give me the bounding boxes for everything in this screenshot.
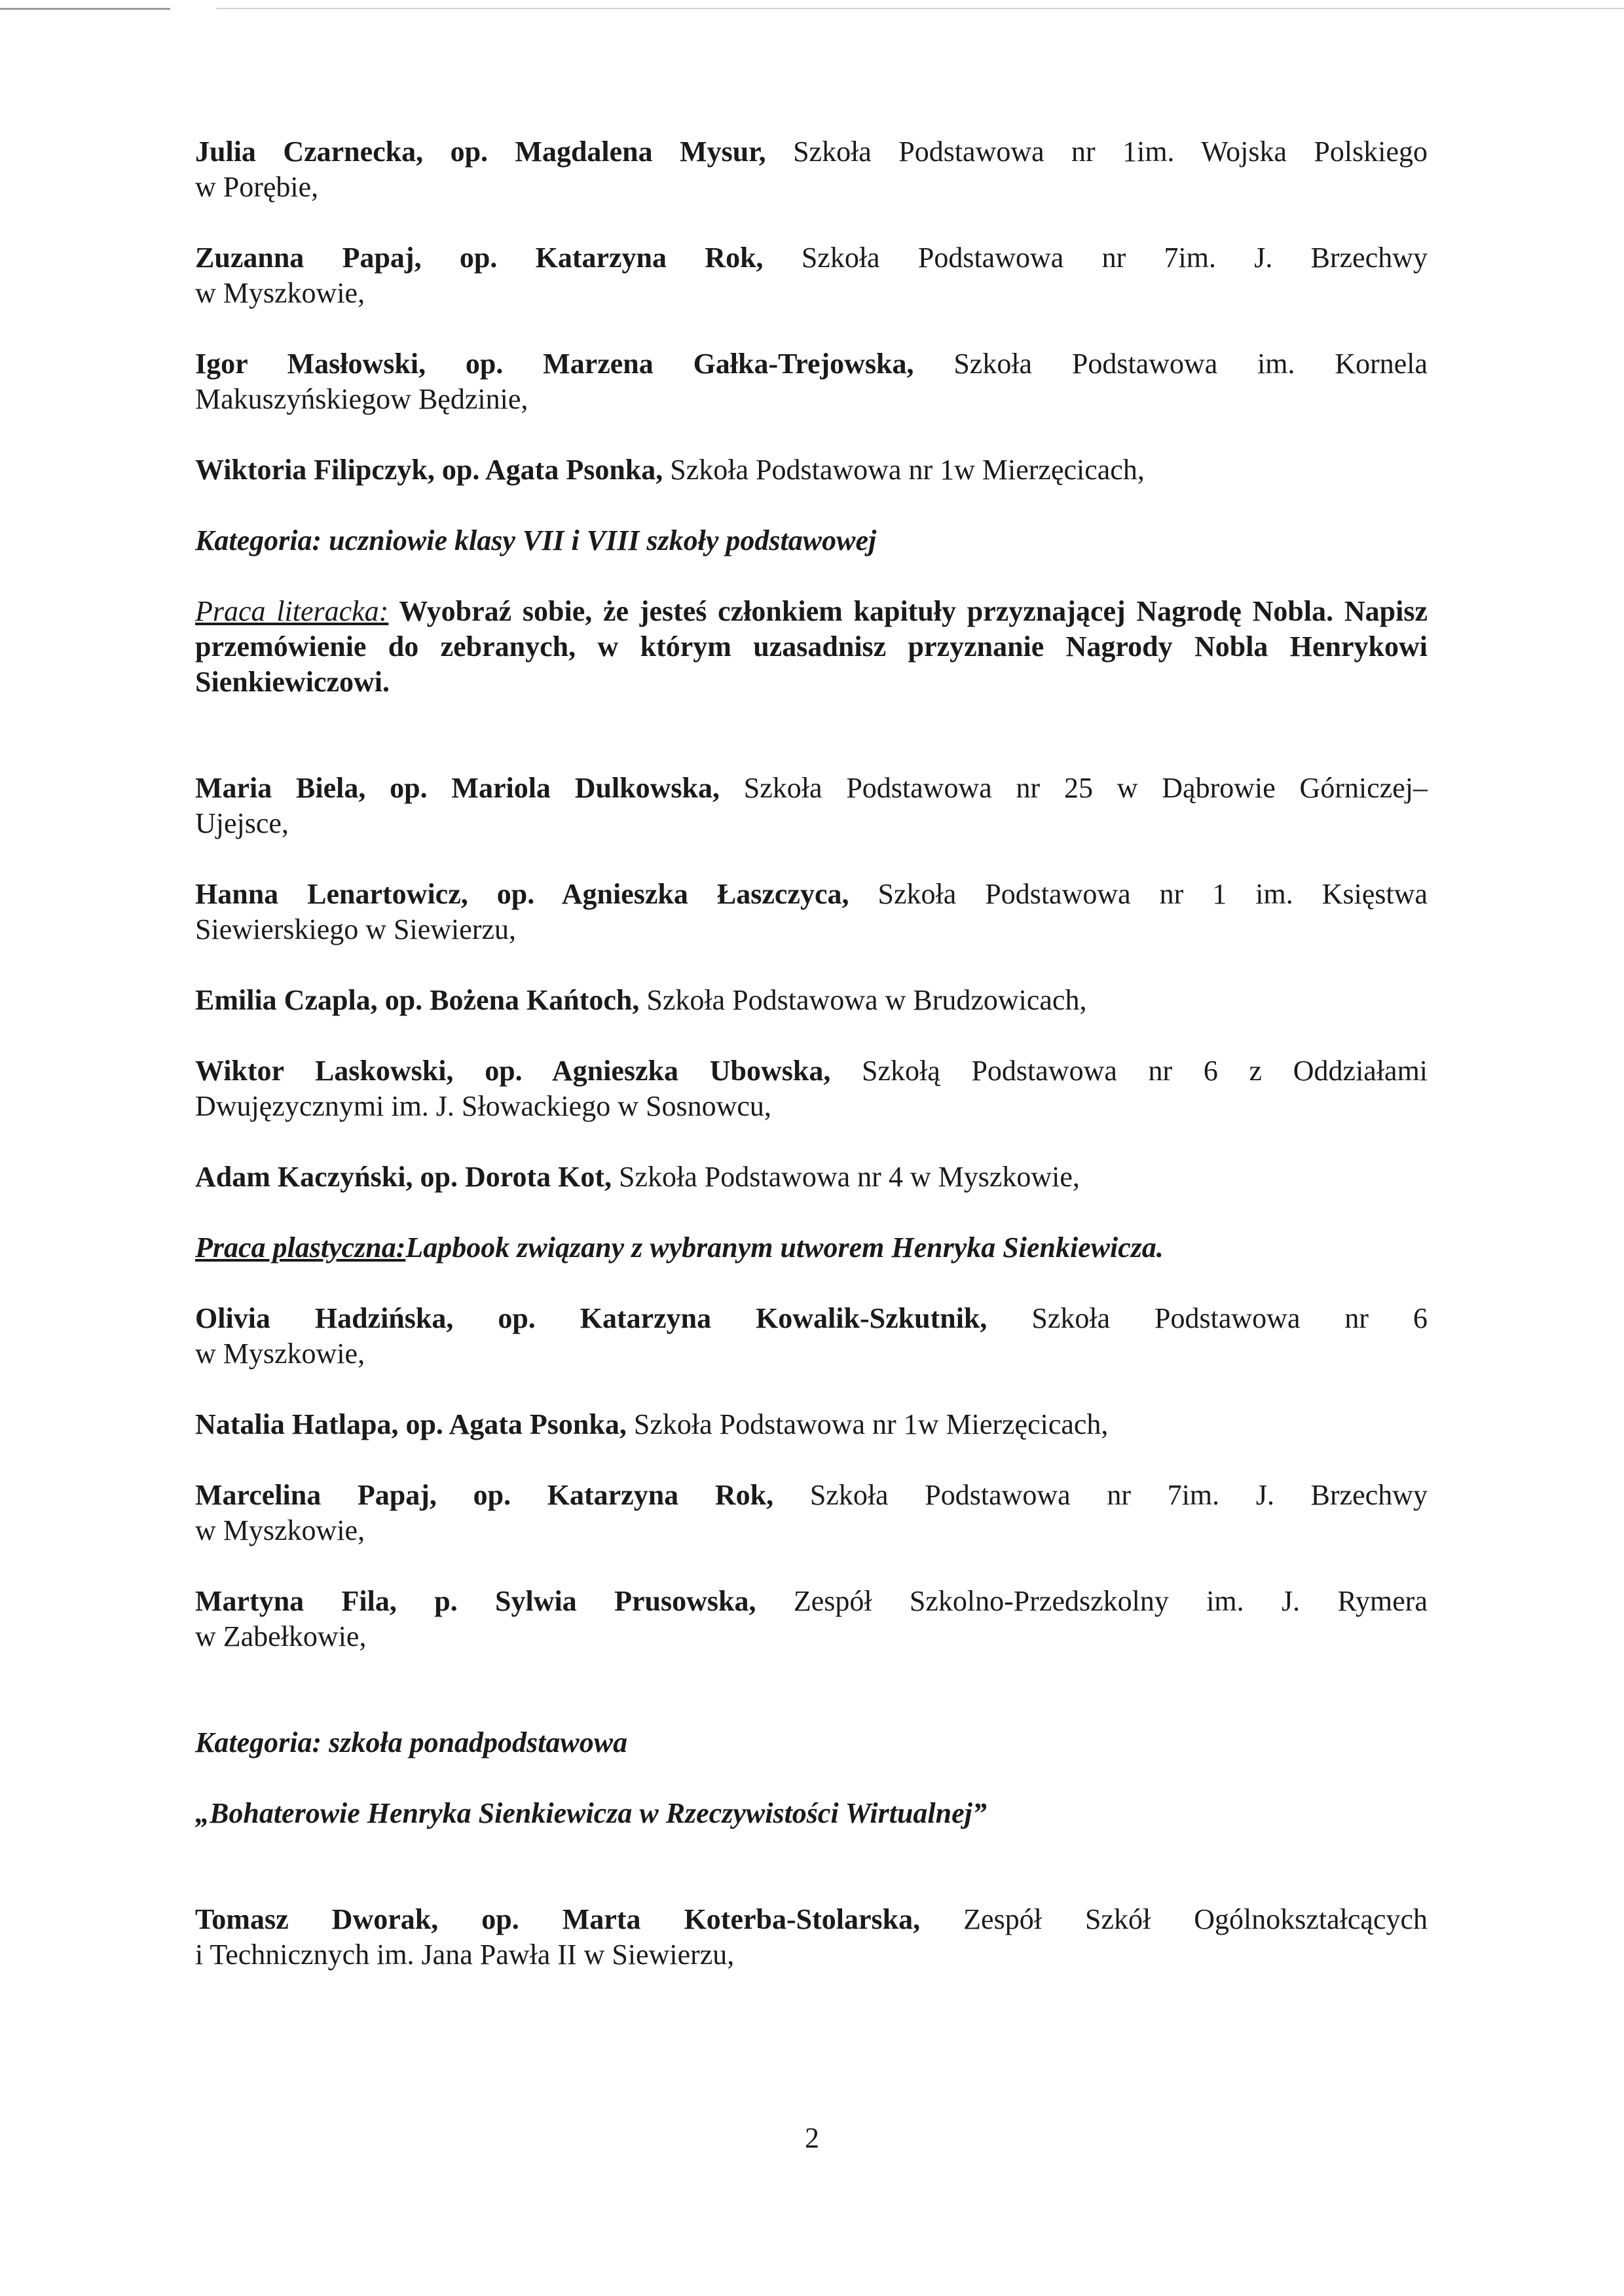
entry-line-2: i Technicznych im. Jana Pawła II w Siewierzu,: [195, 1939, 735, 1971]
task-description: [195, 594, 1428, 700]
student-name: Olivia Hadzińska,: [195, 1302, 454, 1334]
school-name: Szkoła Podstawowa nr 25 w Dąbrowie Górniczej–: [743, 772, 1428, 804]
entry-line-2: Ujejsce,: [195, 807, 289, 839]
category-heading: Kategoria: uczniowie klasy VII i VIII szkoły podstawowej: [195, 524, 877, 556]
list-item: [195, 1159, 1428, 1195]
task-description: [195, 1230, 1428, 1266]
student-name: Emilia Czapla,: [195, 984, 378, 1016]
school-name: Szkołą Podstawowa nr 6 z Oddziałami: [862, 1055, 1428, 1087]
list-item: [195, 1301, 1428, 1372]
school-name: Szkoła Podstawowa nr 1im. Wojska Polskiego: [793, 136, 1428, 168]
teacher-name: op. Dorota Kot,: [420, 1161, 612, 1193]
scan-edge-mark: [216, 8, 1624, 9]
teacher-name: op. Agata Psonka,: [405, 1408, 627, 1440]
teacher-name: op. Marzena Gałka-Trejowska,: [465, 348, 914, 380]
student-name: Wiktor Laskowski,: [195, 1055, 454, 1087]
entry-line-2: w Zabełkowie,: [195, 1620, 367, 1652]
list-item: [195, 452, 1428, 488]
school-name: Zespół Szkolno-Przedszkolny im. J. Rymera: [793, 1585, 1428, 1617]
school-name: Szkoła Podstawowa nr 7im. J. Brzechwy: [809, 1479, 1428, 1511]
teacher-name: op. Agata Psonka,: [441, 454, 663, 486]
student-name: Igor Masłowski,: [195, 348, 426, 380]
entry-line-1: [195, 1301, 1428, 1336]
student-name: Maria Biela,: [195, 772, 366, 804]
student-name: Martyna Fila,: [195, 1585, 397, 1617]
task-label: Praca plastyczna:: [195, 1231, 406, 1264]
entry-line-2: w Myszkowie,: [195, 1338, 365, 1370]
list-item: [195, 983, 1428, 1018]
student-name: Hanna Lenartowicz,: [195, 878, 468, 910]
entry-line-2: Dwujęzycznymi im. J. Słowackiego w Sosnowcu,: [195, 1090, 771, 1122]
student-name: Wiktoria Filipczyk,: [195, 454, 435, 486]
list-item: [195, 771, 1428, 841]
entry-line-1: [195, 1053, 1428, 1089]
list-item: [195, 1902, 1428, 1973]
entry-line-2: Makuszyńskiegow Będzinie,: [195, 383, 528, 415]
task-label: Praca literacka:: [195, 595, 389, 627]
list-item: [195, 1407, 1428, 1442]
teacher-name: op. Agnieszka Ubowska,: [485, 1055, 831, 1087]
school-name: Szkoła Podstawowa nr 4 w Myszkowie,: [619, 1161, 1080, 1193]
teacher-name: op. Katarzyna Kowalik-Szkutnik,: [498, 1302, 987, 1334]
school-name: Szkoła Podstawowa im. Kornela: [953, 348, 1428, 380]
page-number: 2: [805, 2122, 819, 2154]
student-name: Julia Czarnecka,: [195, 136, 424, 168]
school-name: Szkoła Podstawowa nr 1 im. Księstwa: [877, 878, 1428, 910]
school-name: Szkoła Podstawowa nr 7im. J. Brzechwy: [801, 242, 1428, 274]
teacher-name: op. Bożena Kańtoch,: [384, 984, 640, 1016]
teacher-name: op. Agnieszka Łaszczyca,: [496, 878, 849, 910]
list-item: [195, 134, 1428, 205]
student-name: Natalia Hatlapa,: [195, 1408, 399, 1440]
list-item: [195, 346, 1428, 417]
school-name: Szkoła Podstawowa w Brudzowicach,: [646, 984, 1087, 1016]
student-name: Tomasz Dworak,: [195, 1903, 439, 1935]
list-item: [195, 1478, 1428, 1548]
entry-line-1: [195, 877, 1428, 912]
entry-line-2: w Myszkowie,: [195, 277, 365, 309]
school-name: Szkoła Podstawowa nr 1w Mierzęcicach,: [633, 1408, 1109, 1440]
category-heading: Kategoria: szkoła ponadpodstawowa: [195, 1726, 628, 1758]
competition-title: „Bohaterowie Henryka Sienkiewicza w Rzeczywistości Wirtualnej”: [195, 1797, 987, 1829]
student-name: Adam Kaczyński,: [195, 1161, 413, 1193]
school-name: Szkoła Podstawowa nr 1w Mierzęcicach,: [670, 454, 1145, 486]
entry-line-1: [195, 346, 1428, 382]
student-name: Zuzanna Papaj,: [195, 242, 422, 274]
entry-line-1: [195, 240, 1428, 276]
list-item: [195, 240, 1428, 311]
teacher-name: p. Sylwia Prusowska,: [434, 1585, 756, 1617]
entry-line-1: [195, 1478, 1428, 1513]
document-page: [195, 134, 1428, 1973]
list-item: [195, 1053, 1428, 1124]
teacher-name: op. Mariola Dulkowska,: [390, 772, 720, 804]
entry-line-2: w Myszkowie,: [195, 1514, 365, 1546]
teacher-name: op. Marta Koterba-Stolarska,: [481, 1903, 921, 1935]
list-item: [195, 1584, 1428, 1654]
school-name: Szkoła Podstawowa nr 6: [1031, 1302, 1428, 1334]
entry-line-2: Siewierskiego w Siewierzu,: [195, 913, 516, 945]
entry-line-1: [195, 1902, 1428, 1937]
teacher-name: op. Katarzyna Rok,: [459, 242, 764, 274]
entry-line-1: [195, 1584, 1428, 1619]
student-name: Marcelina Papaj,: [195, 1479, 437, 1511]
task-text: Lapbook związany z wybranym utworem Henryka Sienkiewicza.: [405, 1231, 1164, 1264]
entry-line-1: [195, 134, 1428, 170]
teacher-name: op. Katarzyna Rok,: [473, 1479, 774, 1511]
scan-edge-mark: [0, 8, 170, 10]
task-text: Wyobraź sobie, że jesteś członkiem kapituły przyznającej Nagrodę Nobla. Napisz przemówienie do zebranych, w którym uzasadnisz przyznanie Nagrody Nobla Henrykowi Sienkiewiczowi.: [195, 595, 1428, 698]
teacher-name: op. Magdalena Mysur,: [450, 136, 766, 168]
list-item: [195, 877, 1428, 947]
entry-line-1: [195, 771, 1428, 806]
school-name: Zespół Szkół Ogólnokształcących: [963, 1903, 1428, 1935]
entry-line-2: w Porębie,: [195, 171, 319, 203]
